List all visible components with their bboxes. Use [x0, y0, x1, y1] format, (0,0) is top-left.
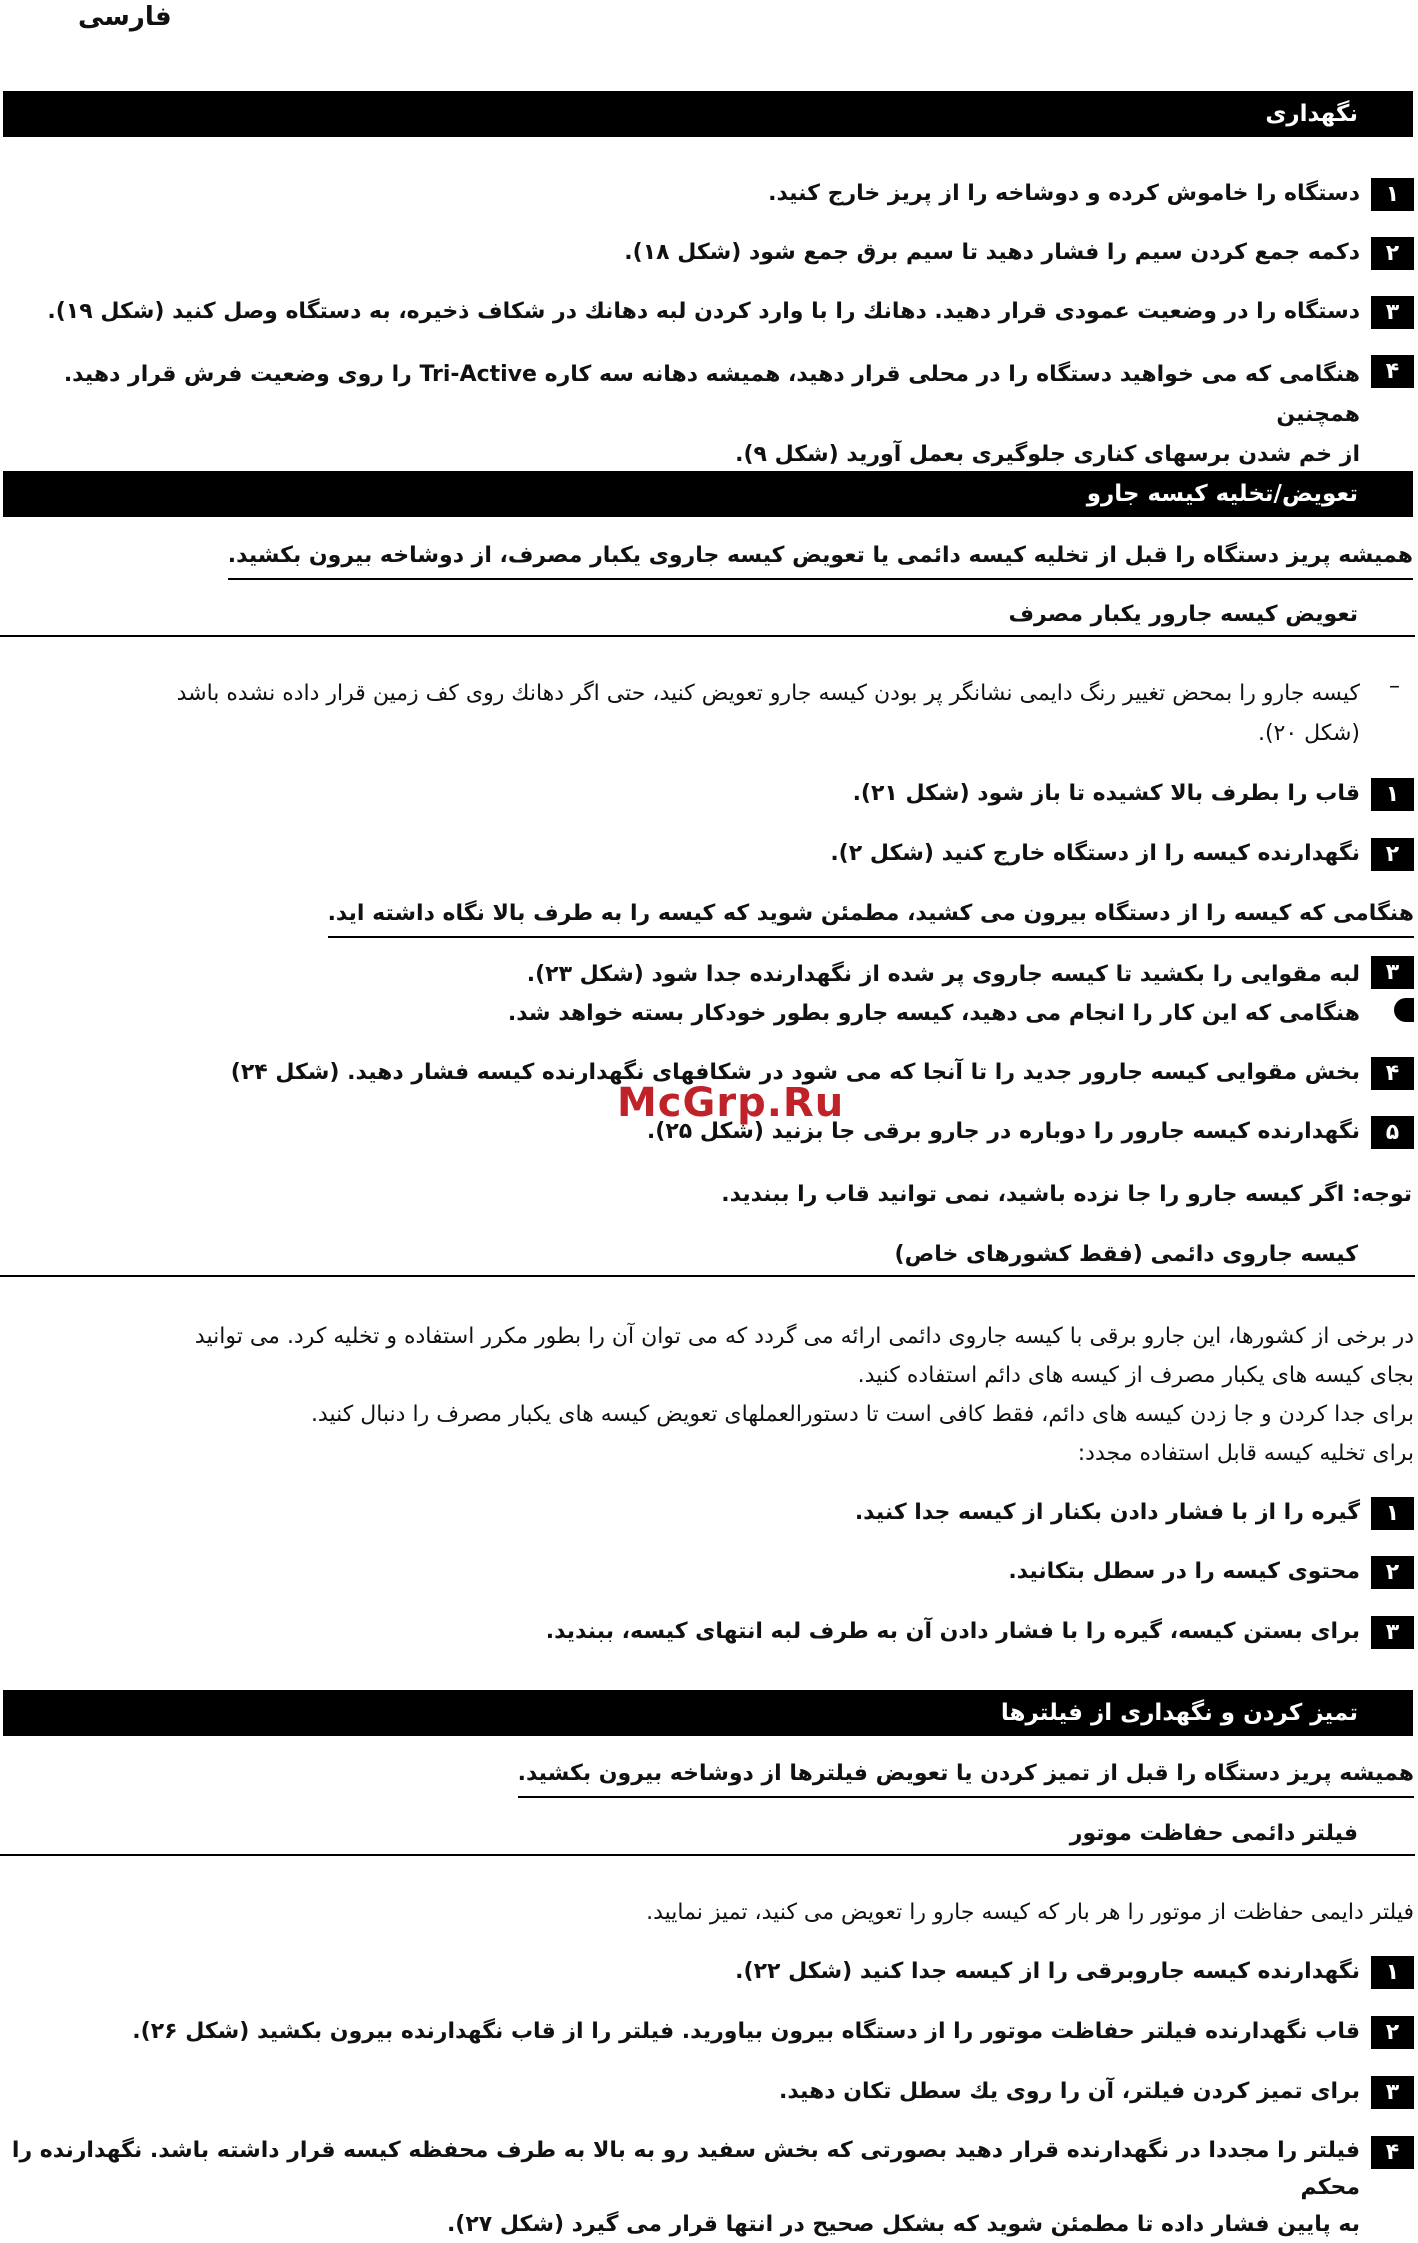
watermark: McGrp.Ru [617, 1080, 845, 1126]
step-number: ۵ [1371, 1116, 1414, 1149]
step-text [10, 355, 1360, 475]
step-text-line: از خم شدن برسهای کناری جلوگیری بعمل آورید (شکل ۹). [735, 442, 1360, 467]
subheading-disposable-bag: تعویض کیسه جارور یکبار مصرف [0, 595, 1415, 637]
step-number: ۱ [1371, 1956, 1414, 1989]
section-header-maintenance: نگهداری [3, 91, 1413, 137]
step-number: ۳ [1371, 1616, 1414, 1649]
paragraph-line: در برخی از کشورها، این جارو برقی با کیسه جاروی دائمی ارائه می گردد که می توان آن را بطور مکرر استفاده و تخلیه کرد. می توانید [194, 1324, 1414, 1349]
step-text-line: به پایین فشار داده تا مطمئن شوید که بشکل صحیح در انتها قرار می گیرد (شکل ۲۷). [446, 2212, 1360, 2237]
step-number: ۳ [1371, 296, 1414, 329]
step-text: قاب را بطرف بالا کشیده تا باز شود (شکل ۲۱). [852, 781, 1360, 806]
step-number: ۱ [1371, 178, 1414, 211]
step-text: نگهدارنده کیسه جاروبرقی را از کیسه جدا کنید (شکل ۲۲). [735, 1959, 1360, 1984]
language-label: فارسی [78, 2, 172, 32]
warning-text: همیشه پریز دستگاه را قبل از تمیز کردن یا تعویض فیلترها از دوشاخه بیرون بکشید. [518, 1754, 1414, 1798]
step-number: ۳ [1371, 956, 1414, 989]
note-marker-icon [1394, 998, 1414, 1022]
step-number: ۲ [1371, 1556, 1414, 1589]
step-number: ۴ [1371, 2136, 1414, 2169]
paragraph-line: بجای کیسه های یکبار مصرف از کیسه های دائم استفاده کنید. [857, 1363, 1414, 1388]
step-note: هنگامی که این کار را انجام می دهید، کیسه جارو بطور خودکار بسته خواهد شد. [507, 1001, 1360, 1026]
paragraph [20, 1317, 1414, 1473]
section-header-bag: تعویض/تخلیه کیسه جارو [3, 471, 1413, 517]
step-number: ۱ [1371, 778, 1414, 811]
step-number: ۲ [1371, 838, 1414, 871]
step-text: دکمه جمع کردن سیم را فشار دهید تا سیم برق جمع شود (شکل ۱۸). [624, 240, 1360, 265]
step-text: نگهدارنده کیسه را از دستگاه خارج کنید (شکل ۲). [830, 841, 1360, 866]
step-text: دستگاه را در وضعیت عمودی قرار دهید. دهانك را با وارد کردن لبه دهانك در شکاف ذخیره، به دستگاه وصل کنید (شکل ۱۹). [47, 299, 1360, 324]
paragraph-line: برای جدا کردن و جا زدن کیسه های دائم، فقط کافی است تا دستورالعملهای تعویض کیسه های یکبار مصرف را دنبال کنید. [310, 1402, 1414, 1427]
warning-text: همیشه پریز دستگاه را قبل از تخلیه کیسه دائمی یا تعویض کیسه جاروی یکبار مصرف، از دوشاخه بیرون بکشید. [228, 536, 1413, 580]
step-text: نگهدارنده کیسه جارور را دوباره در جارو برقی جا بزنید (شکل ۲۵). [646, 1119, 1360, 1144]
warning-text: هنگامی که کیسه را از دستگاه بیرون می کشید، مطمئن شوید که کیسه را به طرف بالا نگاه داشته اید. [328, 894, 1414, 938]
paragraph-line: (شکل ۲۰). [1257, 721, 1360, 746]
step-text: قاب نگهدارنده فیلتر حفاظت موتور را از دستگاه بیرون بیاورید. فیلتر را از قاب نگهدارنده بیرون بکشید (شکل ۲۶). [132, 2019, 1360, 2044]
step-number: ۳ [1371, 2076, 1414, 2109]
step-text: دستگاه را خاموش کرده و دوشاخه را از پریز خارج کنید. [768, 181, 1360, 206]
subheading-permanent-bag: کیسه جاروی دائمی (فقط کشورهای خاص) [0, 1235, 1415, 1277]
step-text: محتوی کیسه را در سطل بتکانید. [1008, 1559, 1360, 1584]
section-header-filters: تمیز کردن و نگهداری از فیلترها [3, 1690, 1413, 1736]
step-number: ۲ [1371, 2016, 1414, 2049]
step-text: برای بستن کیسه، گیره را با فشار دادن آن به طرف لبه انتهای کیسه، ببندید. [545, 1619, 1360, 1644]
step-text-line: هنگامی که می خواهید دستگاه را در محلی قرار دهید، همیشه دهانه سه کاره Tri-Active را روی وضعیت فرش قرار دهید. همچنین [63, 362, 1360, 427]
paragraph [4, 674, 1360, 754]
paragraph: فیلتر دایمی حفاظت از موتور را هر بار که کیسه جارو را تعویض می کنید، تمیز نمایید. [646, 1900, 1414, 1925]
paragraph-line: کیسه جارو را بمحض تغییر رنگ دایمی نشانگر پر بودن کیسه جارو تعویض کنید، حتی اگر دهانك روی کف زمین قرار داده نشده باشد [176, 681, 1360, 706]
dash-bullet: – [1389, 674, 1400, 699]
step-number: ۴ [1371, 1057, 1414, 1090]
step-number: ۱ [1371, 1497, 1414, 1530]
step-text [10, 2132, 1360, 2243]
step-text: بخش مقوایی کیسه جارور جدید را تا آنجا که می شود در شکافهای نگهدارنده کیسه فشار دهید. (شکل ۲۴) [230, 1060, 1360, 1085]
step-text: گیره را از با فشار دادن بکنار از کیسه جدا کنید. [854, 1500, 1360, 1525]
paragraph-line: برای تخلیه کیسه قابل استفاده مجدد: [1077, 1441, 1414, 1466]
step-text: برای تمیز کردن فیلتر، آن را روی یك سطل تکان دهید. [778, 2079, 1360, 2104]
step-number: ۴ [1371, 355, 1414, 388]
step-text-line: فیلتر را مجددا در نگهدارنده قرار دهید بصورتی که بخش سفید رو به بالا به طرف محفظه کیسه قرار داشته باشد. نگهدارنده را محکم [11, 2138, 1360, 2200]
note-text: توجه: اگر کیسه جارو را جا نزده باشید، نمی توانید قاب را ببندید. [721, 1182, 1412, 1207]
step-text: لبه مقوایی را بکشید تا کیسه جاروی پر شده از نگهدارنده جدا شود (شکل ۲۳). [526, 962, 1360, 987]
subheading-motor-filter: فیلتر دائمی حفاظت موتور [0, 1814, 1415, 1856]
step-number: ۲ [1371, 237, 1414, 270]
